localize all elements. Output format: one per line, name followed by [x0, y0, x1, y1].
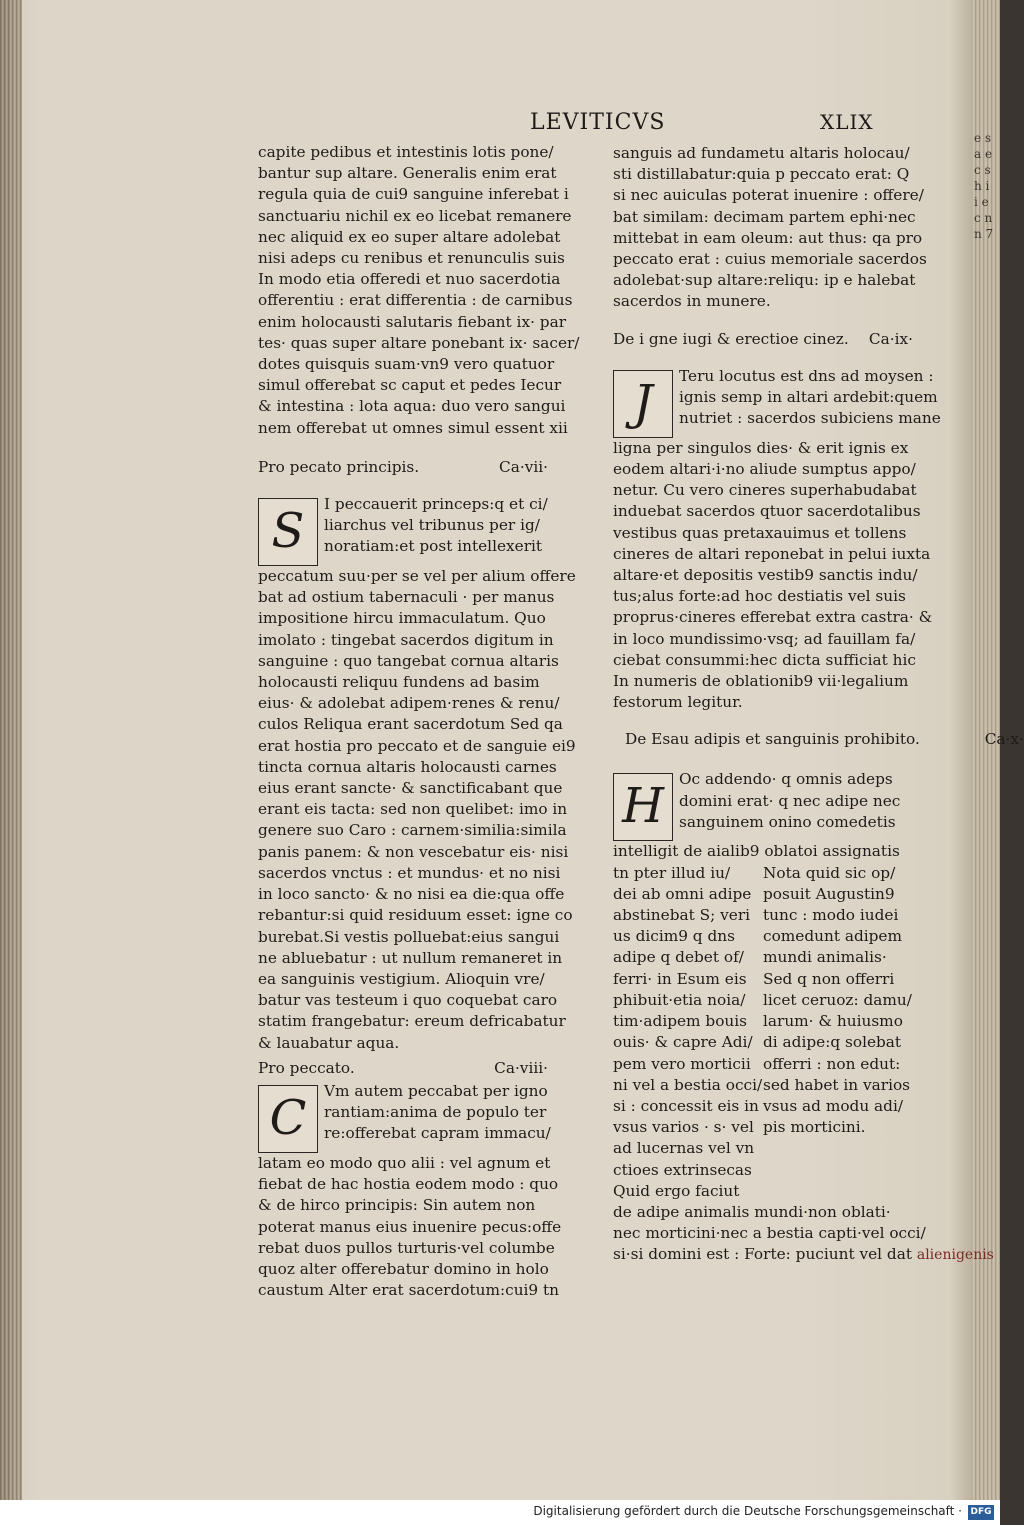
text-line: sanguinem onino comedetis: [679, 812, 896, 831]
chapter-title: De Esau adipis et sanguinis prohibito.: [625, 730, 920, 749]
text-line: I peccauerit princeps:q et ci/: [324, 495, 548, 514]
text-line: batur vas testeum i quo coquebat caro: [258, 991, 558, 1010]
gloss-line: abstinebat S; veri: [613, 906, 751, 925]
text-line: offerentiu : erat differentia : de carnibus: [258, 291, 573, 310]
text-line: bat similam: decimam partem ephi·nec: [613, 207, 916, 226]
text-line: ciebat consummi:hec dicta sufficiat hic: [613, 650, 916, 669]
chapter-number: Ca·viii·: [494, 1058, 548, 1077]
text-line: regula quia de cui9 sanguine inferebat i: [258, 185, 569, 204]
text-line: fiebat de hac hostia eodem modo : quo: [258, 1175, 559, 1194]
running-title: LEVITICVS: [530, 110, 666, 135]
text-line: impositione hircu immaculatum. Quo: [258, 609, 546, 628]
decorated-initial: J: [613, 370, 673, 438]
gloss-line: dei ab omni adipe: [613, 884, 752, 903]
chapter-title: Pro peccato.: [258, 1058, 355, 1077]
gloss-line: di adipe:q solebat: [763, 1033, 902, 1052]
text-line: bat ad ostium tabernaculi · per manus: [258, 588, 555, 607]
text-line: & intestina : lota aqua: duo vero sangui: [258, 397, 566, 416]
text-line: mittebat in eam oleum: aut thus: qa pro: [613, 228, 923, 247]
text-line: imolato : tingebat sacerdos digitum in: [258, 630, 554, 649]
funding-notice: Digitalisierung gefördert durch die Deutsche Forschungsgemeinschaft ·: [533, 1504, 962, 1518]
text-line: [613, 1244, 994, 1266]
gloss-line: adipe q debet of/: [613, 948, 744, 967]
text-line: capite pedibus et intestinis lotis pone/: [258, 143, 554, 161]
text-line: sanctuariu nichil ex eo licebat remanere: [258, 206, 572, 225]
text-line: burebat.Si vestis polluebat:eius sangui: [258, 927, 560, 946]
text-line: intelligit de aialib9 oblatoi assignatis: [613, 842, 900, 861]
text-line: poterat manus eius inuenire pecus:offe: [258, 1217, 562, 1236]
gloss-right: [763, 863, 912, 1181]
gloss-line: vsus ad modu adi/: [763, 1096, 904, 1115]
text-line: nec morticini·nec a bestia capti·vel occi/: [613, 1224, 926, 1243]
gloss-line: tn pter illud iu/: [613, 863, 731, 882]
left-column: [258, 142, 580, 1301]
text-line: Teru locutus est dns ad moysen :: [679, 366, 934, 385]
text-line: rebat duos pullos turturis·vel columbe: [258, 1238, 555, 1257]
left-text-top: [258, 142, 580, 439]
text-line: festorum legitur.: [613, 693, 743, 712]
gloss-line: us dicim9 q dns: [613, 927, 735, 946]
text-line: sacerdos in munere.: [613, 292, 771, 311]
initial-paragraph: [258, 1081, 551, 1153]
text-line: si nec auiculas poterat inuenire : offere/: [613, 186, 924, 205]
text-line: in loco sancto· & no nisi ea die:qua offe: [258, 885, 565, 904]
chapter-title: Pro pecato principis.: [258, 457, 420, 476]
gloss-line: mundi animalis·: [763, 948, 887, 967]
text-line: erat hostia pro peccato et de sanguie ei9: [258, 736, 576, 755]
text-line: ligna per singulos dies· & erit ignis ex: [613, 438, 909, 457]
footer-bar: [0, 1500, 1000, 1525]
text-line: Quid ergo faciut: [613, 1181, 740, 1200]
text-line: nutriet : sacerdos subiciens mane: [679, 409, 941, 428]
right-text-bottom: [613, 1181, 994, 1267]
text-line: sanguis ad fundametu altaris holocau/: [613, 144, 910, 162]
gloss-line: ctioes extrinsecas: [613, 1160, 752, 1179]
gloss-line: pem vero morticii: [613, 1054, 751, 1073]
initial-paragraph: [613, 366, 941, 438]
text-line: proprus·cineres efferebat extra castra· &: [613, 608, 933, 627]
text-line: rantiam:anima de populo ter: [324, 1103, 547, 1122]
gloss-line: sed habet in varios: [763, 1075, 911, 1094]
gloss-line: ouis· & capre Adi/: [613, 1033, 753, 1052]
gloss-table: [613, 863, 913, 1181]
text-line: in loco mundissimo·vsq; ad fauillam fa/: [613, 629, 916, 648]
text-line: holocausti reliquu fundens ad basim: [258, 673, 540, 692]
gloss-left: [613, 863, 763, 1181]
text-line: netur. Cu vero cineres superhabudabat: [613, 481, 917, 500]
text-line: In modo etia offeredi et nuo sacerdotia: [258, 270, 561, 289]
gloss-line: phibuit·etia noia/: [613, 990, 746, 1009]
text-line: dotes quisquis suam·vn9 vero quatuor: [258, 355, 555, 374]
decorated-initial: C: [258, 1085, 318, 1153]
decorated-initial: H: [613, 773, 673, 841]
gloss-line: licet ceruoz: damu/: [763, 990, 912, 1009]
text-line: sti distillabatur:quia p peccato erat: Q: [613, 165, 910, 184]
gloss-line: Nota quid sic op/: [763, 863, 896, 882]
text-line: nem offerebat ut omnes simul essent xii: [258, 418, 568, 437]
gloss-line: ferri· in Esum eis: [613, 969, 747, 988]
margin-note: alienigenis: [916, 1247, 994, 1264]
text-line: genere suo Caro : carnem·similia:simila: [258, 821, 567, 840]
gloss-line: offerri : non edut:: [763, 1054, 901, 1073]
text-line: culos Reliqua erant sacerdotum Sed qa: [258, 715, 563, 734]
right-text-mid: [613, 438, 933, 714]
initial-paragraph: [613, 769, 913, 841]
text-line: latam eo modo quo alii : vel agnum et: [258, 1153, 551, 1172]
text-line: rebantur:si quid residuum esset: igne co: [258, 906, 573, 925]
folio-number: XLIX: [820, 110, 874, 134]
text-line: de adipe animalis mundi·non oblati·: [613, 1202, 891, 1221]
text-line: liarchus vel tribunus per ig/: [324, 516, 540, 535]
text-line: induebat sacerdos qtuor sacerdotalibus: [613, 502, 921, 521]
text-line: Oc addendo· q omnis adeps: [679, 770, 893, 789]
text-line: panis panem: & non vescebatur eis· nisi: [258, 842, 569, 861]
gloss-line: Sed q non offerri: [763, 969, 895, 988]
text-line: ignis semp in altari ardebit:quem: [679, 388, 938, 407]
text-line: enim holocausti salutaris fiebant ix· par: [258, 312, 567, 331]
text-line: tes· quas super altare ponebant ix· sacer/: [258, 333, 580, 352]
left-text-mid: [258, 566, 576, 1054]
text-line: & de hirco principis: Sin autem non: [258, 1196, 536, 1215]
text-line: bantur sup altare. Generalis enim erat: [258, 164, 557, 183]
text-line: & lauabatur aqua.: [258, 1033, 400, 1052]
text-line: vestibus quas pretaxauimus et tollens: [613, 523, 907, 542]
chapter-number: Ca·ix·: [868, 329, 913, 348]
chapter-heading: [258, 1058, 548, 1079]
text-line: cineres de altari reponebat in pelui iuxta: [613, 544, 931, 563]
gloss-line: comedunt adipem: [763, 927, 902, 946]
chapter-title: De i gne iugi & erectioe cinez.: [613, 329, 849, 348]
text-line: domini erat· q nec adipe nec: [679, 791, 901, 810]
chapter-heading: [258, 457, 548, 478]
text-line: sacerdos vnctus : et mundus· et no nisi: [258, 863, 561, 882]
dfg-logo: DFG: [968, 1505, 994, 1520]
text-line: nisi adeps cu renibus et renunculis suis: [258, 249, 565, 268]
gloss-line: vsus varios · s· vel: [613, 1118, 754, 1137]
text-line: eius erant sancte· & sanctificabant que: [258, 779, 563, 798]
chapter-heading: [613, 729, 1024, 749]
chapter-heading: [613, 329, 913, 350]
gloss-line: ni vel a bestia occi/: [613, 1075, 763, 1094]
text-line: erant eis tacta: sed non quelibet: imo in: [258, 800, 568, 819]
right-margin-fragment: e s a e c s h i i e c n n 7: [974, 131, 994, 241]
initial-paragraph: [258, 494, 548, 566]
text-line: tus;alus forte:ad hoc destiatis vel suis: [613, 587, 906, 606]
text-line: nec aliquid ex eo super altare adolebat: [258, 227, 561, 246]
text-line: caustum Alter erat sacerdotum:cui9 tn: [258, 1281, 560, 1300]
text-line: adolebat·sup altare:reliqu: ip e halebat: [613, 271, 916, 290]
gloss-line: larum· & huiusmo: [763, 1012, 903, 1031]
text-line: sanguine : quo tangebat cornua altaris: [258, 651, 559, 670]
text-line: re:offerebat capram immacu/: [324, 1124, 551, 1143]
left-text-bottom: [258, 1153, 562, 1301]
gloss-line: si : concessit eis in: [613, 1096, 759, 1115]
decorated-initial: S: [258, 498, 318, 566]
gloss-line: pis morticini.: [763, 1118, 866, 1137]
text-line: tincta cornua altaris holocausti carnes: [258, 757, 557, 776]
text-line: eodem altari·i·no aliude sumptus appo/: [613, 460, 916, 479]
text-line: eius· & adolebat adipem·renes & renu/: [258, 694, 560, 713]
text-line: statim frangebatur: ereum defricabatur: [258, 1012, 566, 1031]
text-line: ne abluebatur : ut nullum remaneret in: [258, 948, 563, 967]
text-line: peccatum suu·per se vel per alium offere: [258, 567, 576, 586]
text-line-content: si·si domini est : Forte: puciunt vel dat: [613, 1245, 912, 1264]
gloss-line: posuit Augustin9: [763, 884, 895, 903]
text-line: quoz alter offerebatur domino in holo: [258, 1259, 549, 1278]
gloss-line: ad lucernas vel vn: [613, 1139, 755, 1158]
text-line: noratiam:et post intellexerit: [324, 537, 543, 556]
text-line: peccato erat : cuius memoriale sacerdos: [613, 250, 927, 269]
chapter-number: Ca·x·: [984, 730, 1024, 749]
text-line: altare·et depositis vestib9 sanctis indu/: [613, 566, 918, 585]
text-line: Vm autem peccabat per igno: [324, 1081, 548, 1100]
text-line: In numeris de oblationib9 vii·legalium: [613, 672, 909, 691]
chapter-number: Ca·vii·: [499, 457, 548, 476]
text-line: simul offerebat sc caput et pedes Iecur: [258, 376, 562, 395]
gloss-line: tunc : modo iudei: [763, 906, 899, 925]
gloss-line: tim·adipem bouis: [613, 1012, 748, 1031]
right-text-top: [613, 143, 927, 313]
book-page-edges-left: [0, 0, 22, 1500]
text-line: ea sanguinis vestigium. Alioquin vre/: [258, 969, 545, 988]
